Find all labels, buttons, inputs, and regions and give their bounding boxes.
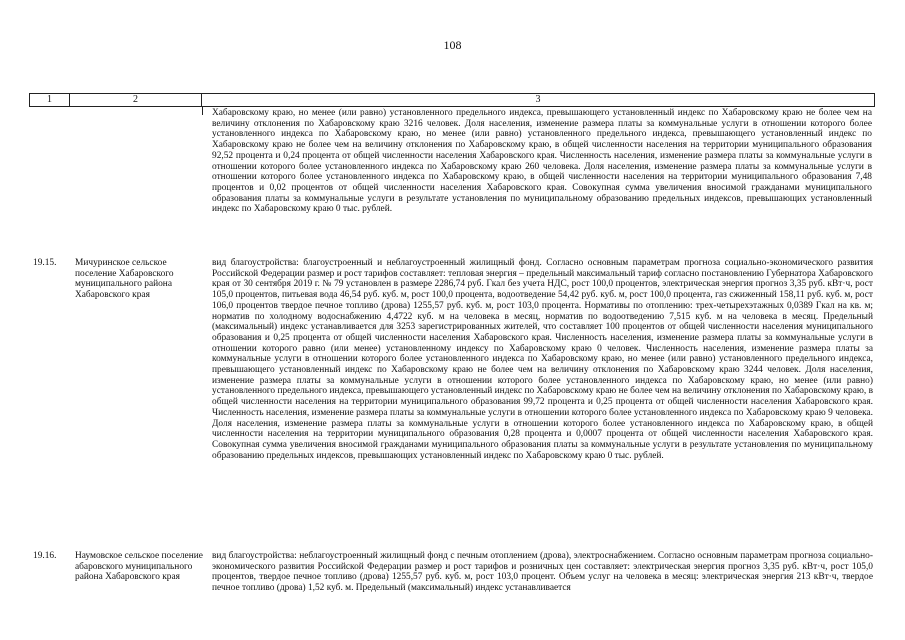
table-header-col-1: 1	[30, 94, 70, 106]
table-header-col-3: 3	[535, 94, 541, 105]
entry-name: Наумовское сельское поселение абаровского муниципального района Хабаровского края	[75, 551, 203, 583]
table-header-col-2: 2	[70, 94, 202, 106]
entry-name: Мичуринское сельское поселение Хабаровского муниципального района Хабаровского края	[75, 258, 174, 301]
entry-description: вид благоустройства: благоустроенный и неблагоустроенный жилищный фонд. Согласно основным параметрам прогноза социально-экономического развития Российской Федерации размер и рост тарифов составляет: тепловая энергия – предельный максимальный тариф согласно постановлению Губернатора Хабаровского края от 30 сентября 2019 г. № 79 установлен в размере 2286,74 руб. Гкал без учета НДС, рост 100,0 процентов, электрическая энергия прогноз 3,35 руб. кВт·ч, рост 105,0 процентов, питьевая вода 46,54 руб. куб. м, рост 100,0 процента, водоотведение 54,42 руб. куб. м, рост 100,0 процента, газ сжиженный 158,11 руб. куб. м, рост 106,0 процентов твердое печное топливо (дрова) 1255,57 руб. куб. м, рост 103,0 процента. Нормативы по отоплению: трех-четырехэтажных 0,0389 Гкал на кв. м; норматив по холодному водоснабжению 4,4722 куб. м на человека в месяц, норматив по водоотведению 7,515 куб. м на человека в месяц. Предельный (максимальный) индекс устанавливается для 3253 зарегистрированных жителей, что составляет 100 процентов от общей численности населения муниципального образования и 0,25 процента от общей численности населения Хабаровского края. Численность населения, изменение размера платы за коммунальные услуги в отношении которого равно (или менее) установленному индексу по Хабаровскому краю 0 человек. Численность населения, изменение размера платы за коммунальные услуги в отношении которого более установленного индекса по Хабаровскому краю, но менее (или равно) установленного предельного индекса, превышающего установленный индекс по Хабаровскому краю не более чем на величину отклонения по Хабаровскому краю 3244 человек. Доля населения, изменение размера платы за коммунальные услуги в отношении которого более установленного индекса по Хабаровскому краю, но менее (или равно) установленного предельного индекса, превышающего установленный индекс по Хабаровскому краю не более чем на величину отклонения по Хабаровскому краю, в общей численности населения на территории муниципального образования 99,72 процента и 0,25 процента от общей численности населения Хабаровского края. Численность населения, изменение размера платы за коммунальные услуги в отношении которого более установленного индекса по Хабаровскому краю 9 человека. Доля населения, изменение размера платы за коммунальные услуги в отношении которого более установленного индекса по Хабаровскому краю, в общей численности населения на территории муниципального образования 0,28 процента и 0,0007 процента от общей численности населения Хабаровского края. Совокупная сумма увеличения вносимой гражданами муниципального образования платы за коммунальные услуги в результате установления по муниципальному образованию предельных индексов, превышающих установленный индекс по Хабаровскому краю 0 тыс. рублей.	[212, 258, 873, 461]
page-number: 108	[443, 38, 462, 52]
entry-number: 19.15.	[33, 258, 57, 268]
table-header-row	[29, 93, 875, 107]
column-divider	[202, 107, 203, 115]
continuation-text: Хабаровскому краю, но менее (или равно) установленного предельного индекса, превышающего установленный индекс по Хабаровскому краю не более чем на величину отклонения по Хабаровскому краю 3216 человек. Доля населения, изменение размера платы за коммунальные услуги в отношении которого более установленного индекса по Хабаровскому краю, но менее (или равно) установленного предельного индекса, превышающего установленный индекс по Хабаровскому краю не более чем на величину отклонения по Хабаровскому краю, в общей численности населения на территории муниципального образования 92,52 процента и 0,24 процента от общей численности населения Хабаровского края. Численность населения, изменение размера платы за коммунальные услуги в отношении которого более установленного индекса по Хабаровскому краю 260 человека. Доля населения, изменение размера платы за коммунальные услуги в отношении которого более установленного индекса по Хабаровскому краю, в общей численности населения на территории муниципального образования 7,48 процентов и 0,02 процентов от общей численности населения Хабаровского края. Совокупная сумма увеличения вносимой гражданами муниципального образования платы за коммунальные услуги в результате установления по муниципальному образованию предельных индексов, превышающих установленный индекс по Хабаровскому краю 0 тыс. рублей.	[212, 108, 872, 215]
entry-description: вид благоустройства: неблагоустроенный жилищный фонд с печным отоплением (дрова), электроснабжением. Согласно основным параметрам прогноза социально-экономического развития Российской Федерации размер и рост тарифов и розничных цен составляет: электрическая энергия прогноз 3,35 руб. кВт·ч, рост 105,0 процентов, твердое печное топливо (дрова) 1255,57 руб. куб. м, рост 103,0 процент. Объем услуг на человека в месяц: электрическая энергия 213 кВт·ч, твердое печное топливо (дрова) 1,52 куб. м. Предельный (максимальный) индекс устанавливается	[212, 551, 873, 594]
table-row	[33, 551, 873, 594]
table-row	[33, 258, 873, 461]
entry-number: 19.16.	[33, 551, 57, 561]
